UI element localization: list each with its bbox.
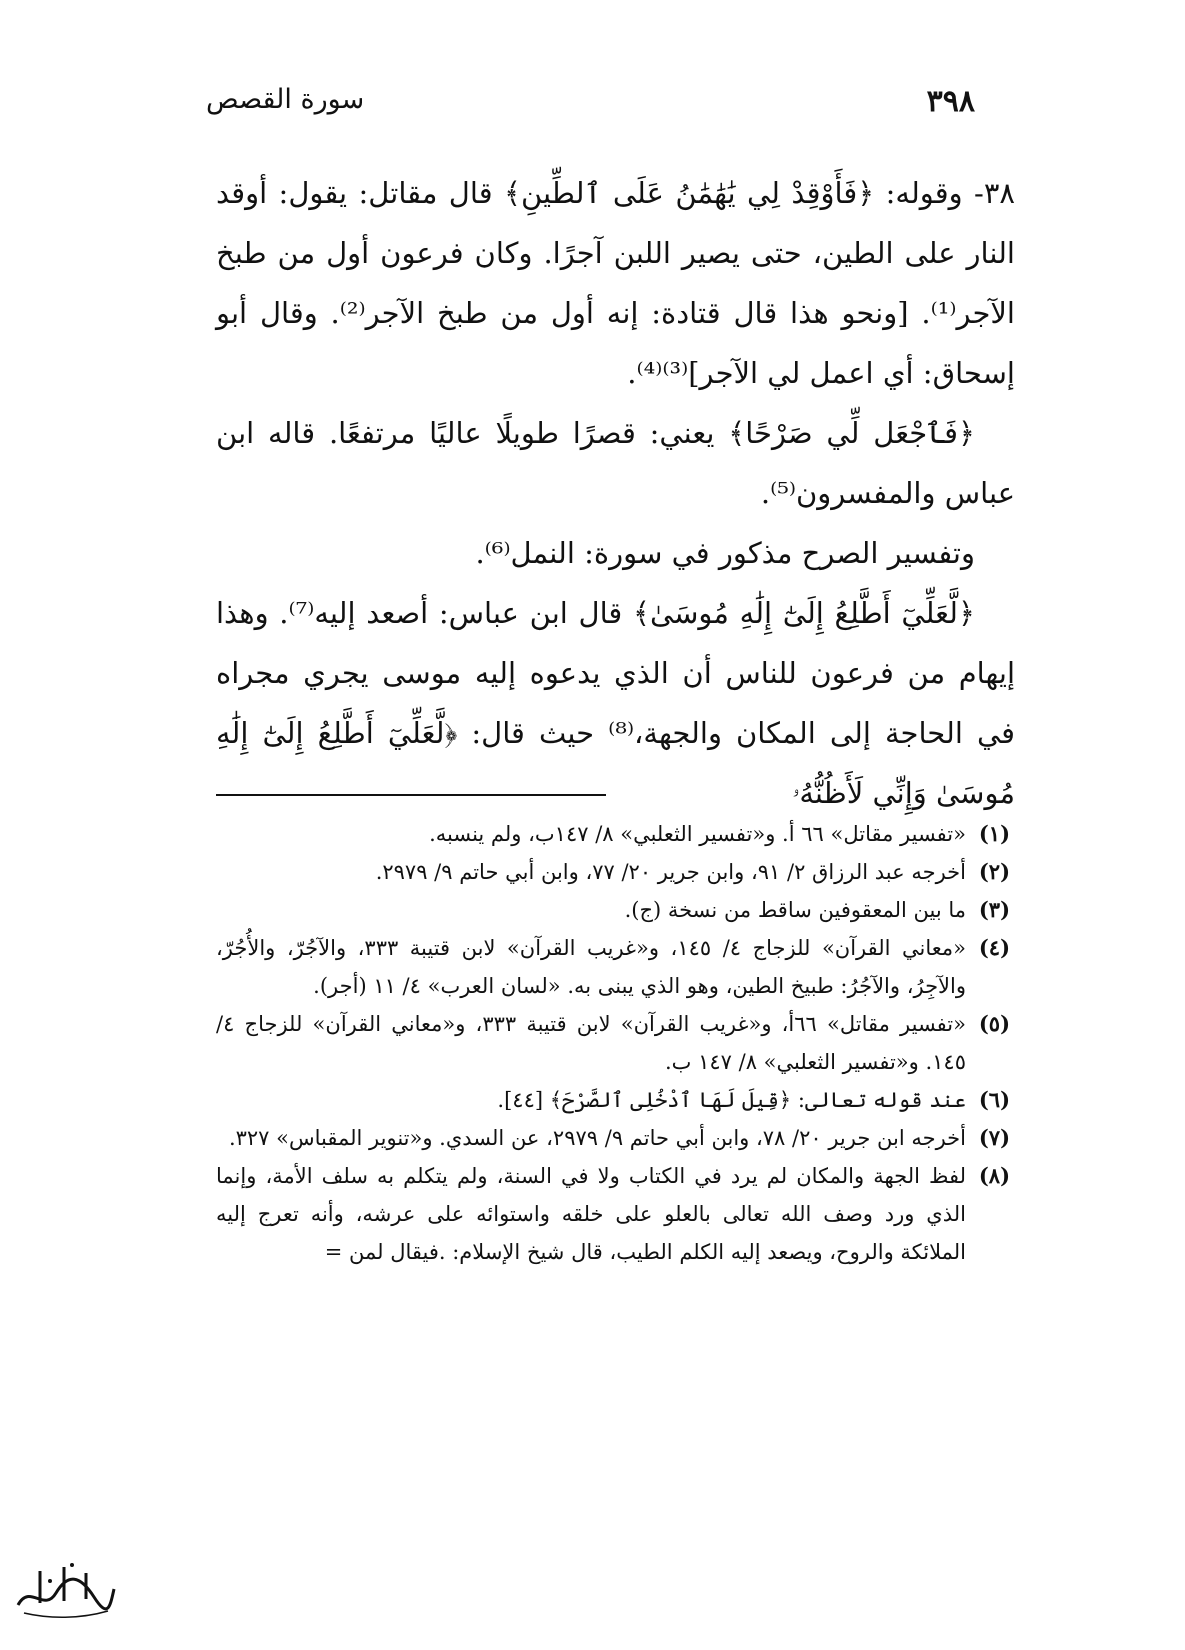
footnote — [216, 891, 1010, 929]
paragraph-verse-38: ٣٨- وقوله: ﴿فَأَوْقِدْ لِي يَٰهَٰمَٰنُ عَلَى ٱلطِّينِ﴾ قال مقاتل: يقول: أوقد النار على الطين، حتى يصير اللبن آجرًا. وكان فرعون أول من طبخ الآجر⁽¹⁾. [ونحو هذا قال قتادة: إنه أول من طبخ الآجر⁽²⁾. وقال أبو إسحاق: أي اعمل لي الآجر]⁽³⁾⁽⁴⁾. — [216, 176, 1015, 390]
footnote — [216, 853, 1010, 891]
footnote — [216, 815, 1010, 853]
almostaha-logo-icon — [10, 1553, 120, 1623]
footnote — [216, 1157, 1010, 1271]
footnote-text: «معاني القرآن» للزجاج ٤/ ١٤٥، و«غريب القرآن» لابن قتيبة ٣٣٣، والآجُرّ، والأُجُرّ، والآجِرُ، والآجُرُ: طبيخ الطين، وهو الذي يبنى به. «لسان العرب» ٤/ ١١ (أجر). — [216, 936, 966, 998]
footnote-number: (٢) — [978, 859, 1010, 884]
footnote-number: (٦) — [978, 1087, 1010, 1112]
paragraph-atali: ﴿لَّعَلِّيٓ أَطَّلِعُ إِلَىٰٓ إِلَٰهِ مُوسَىٰ﴾ قال ابن عباس: أصعد إليه⁽⁷⁾. وهذا إيهام من فرعون للناس أن الذي يدعوه إليه موسى يجري مجراه في الحاجة إلى المكان والجهة،⁽⁸⁾ حيث قال: ﴿لَّعَلِّيٓ أَطَّلِعُ إِلَىٰٓ إِلَٰهِ مُوسَىٰ وَإِنِّي لَأَظُنُّهُۥ — [216, 596, 1016, 810]
footnote-text: أخرجه ابن جرير ٢٠/ ٧٨، وابن أبي حاتم ٩/ ٢٩٧٩، عن السدي. و«تنوير المقباس» ٣٢٧. — [228, 1126, 966, 1150]
footnote-number: (٨) — [978, 1163, 1010, 1188]
footnote — [216, 1081, 1010, 1119]
paragraph-sarh-tafsir: وتفسير الصرح مذكور في سورة: النمل⁽⁶⁾. — [475, 536, 975, 570]
footnote-number: (٧) — [978, 1125, 1010, 1150]
footnote — [216, 1119, 1010, 1157]
footnote-number: (٤) — [978, 935, 1010, 960]
footnote-text: ما بين المعقوفين ساقط من نسخة (ج). — [624, 898, 966, 922]
footnotes — [216, 815, 1010, 1271]
footnote-text: «تفسير مقاتل» ٦٦أ، و«غريب القرآن» لابن قتيبة ٣٣٣، و«معاني القرآن» للزجاج ٤/ ١٤٥. و«تفسير الثعلبي» ٨/ ١٤٧ ب. — [216, 1012, 966, 1074]
footnote-text: عند قوله تعالى: ﴿قِيلَ لَهَا ٱدْخُلِى ٱلصَّرْحَ﴾ [٤٤]. — [497, 1088, 966, 1112]
footnote — [216, 929, 1010, 1005]
surah-title: سورة القصص — [206, 84, 365, 115]
footnote-text: «تفسير مقاتل» ٦٦ أ. و«تفسير الثعلبي» ٨/ ١٤٧ب، ولم ينسبه. — [429, 822, 966, 846]
page-number: ٣٩٨ — [926, 84, 975, 119]
footnote-text: لفظ الجهة والمكان لم يرد في الكتاب ولا في السنة، ولم يتكلم به سلف الأمة، وإنما الذي ورد وصف الله تعالى بالعلو على خلقه واستوائه على عرشه، وأنه تعرج إليه الملائكة والروح، ويصعد إليه الكلم الطيب، قال شيخ الإسلام: .فيقال لمن = — [216, 1164, 966, 1264]
footnote-number: (٣) — [978, 897, 1010, 922]
main-text — [216, 163, 1015, 823]
footnote-number: (٥) — [978, 1011, 1010, 1036]
footnote-text: أخرجه عبد الرزاق ٢/ ٩١، وابن جرير ٢٠/ ٧٧، وابن أبي حاتم ٩/ ٢٩٧٩. — [375, 860, 966, 884]
footnote-separator — [216, 794, 606, 796]
paragraph-sarh: ﴿فَٱجْعَل لِّي صَرْحًا﴾ يعني: قصرًا طويلًا عاليًا مرتفعًا. قاله ابن عباس والمفسرون⁽⁵⁾. — [216, 416, 1015, 510]
footnote — [216, 1005, 1010, 1081]
footnote-number: (١) — [978, 821, 1010, 846]
